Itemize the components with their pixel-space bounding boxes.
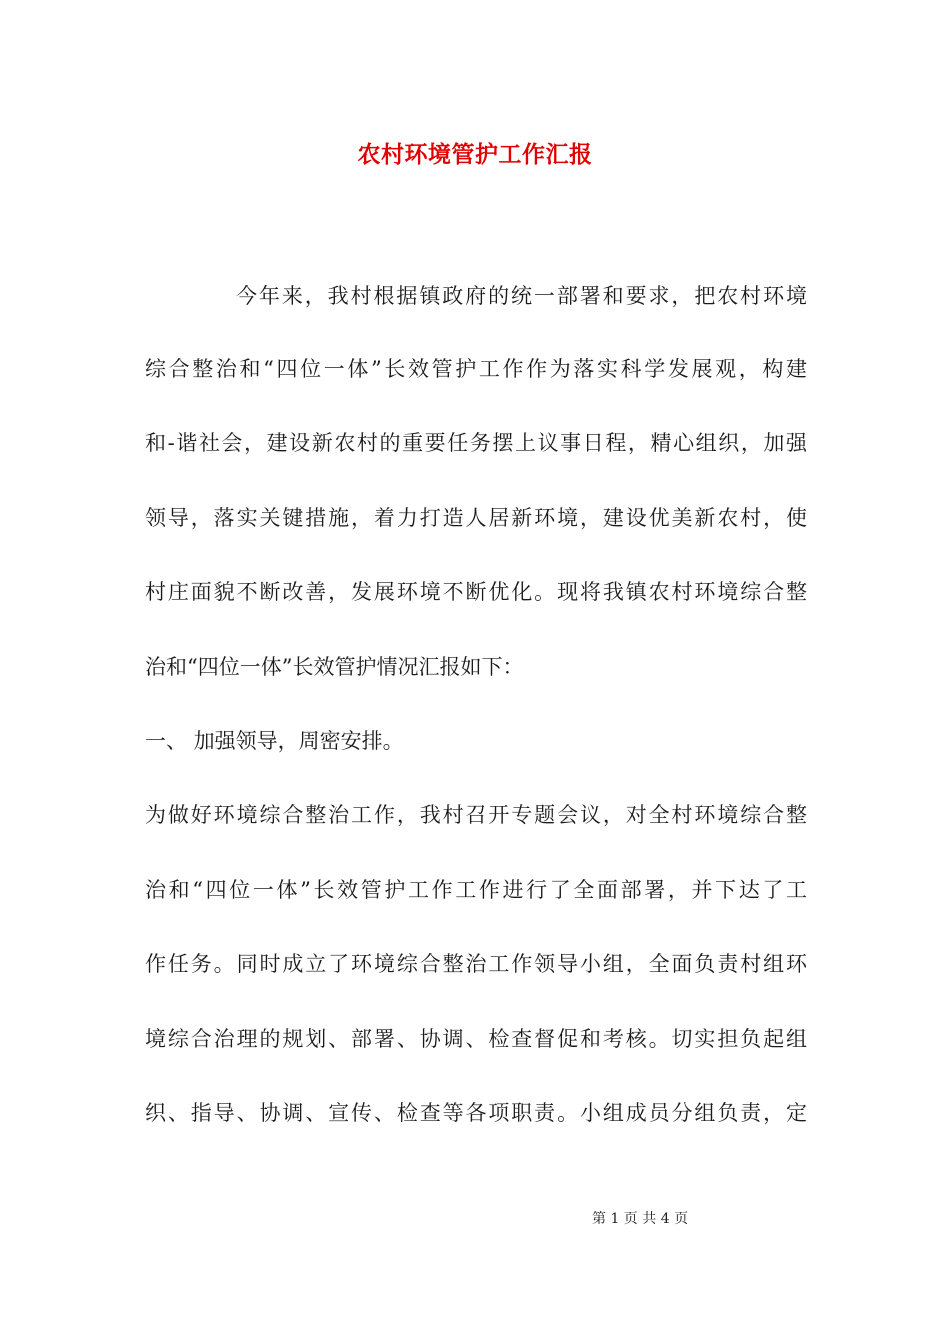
paragraph-line: 领导，落实关键措施，着力打造人居新环境，建设优美新农村，使 [145, 506, 807, 530]
paragraph-line: 治和“四位一体”长效管护工作工作进行了全面部署，并下达了工 [145, 878, 807, 902]
page-number: 第 1 页 共 4 页 [592, 1211, 689, 1227]
paragraph-line: 今年来，我村根据镇政府的统一部署和要求，把农村环境 [236, 284, 807, 308]
section-heading: 一、 加强领导，周密安排。 [145, 729, 404, 753]
paragraph-line: 作任务。同时成立了环境综合整治工作领导小组，全面负责村组环 [145, 952, 807, 976]
document-title: 农村环境管护工作汇报 [357, 141, 593, 168]
paragraph-line: 综合整治和“四位一体”长效管护工作作为落实科学发展观，构建 [145, 357, 807, 381]
paragraph-line: 为做好环境综合整治工作，我村召开专题会议，对全村环境综合整 [145, 803, 807, 827]
paragraph-line: 村庄面貌不断改善，发展环境不断优化。现将我镇农村环境综合整 [145, 580, 807, 604]
paragraph-line: 织、指导、协调、宣传、检查等各项职责。小组成员分组负责，定 [145, 1101, 807, 1125]
paragraph-line: 境综合治理的规划、部署、协调、检查督促和考核。切实担负起组 [145, 1027, 807, 1051]
paragraph-line: 和-谐社会，建设新农村的重要任务摆上议事日程，精心组织，加强 [145, 431, 807, 455]
paragraph-line: 治和“四位一体”长效管护情况汇报如下： [145, 655, 524, 679]
